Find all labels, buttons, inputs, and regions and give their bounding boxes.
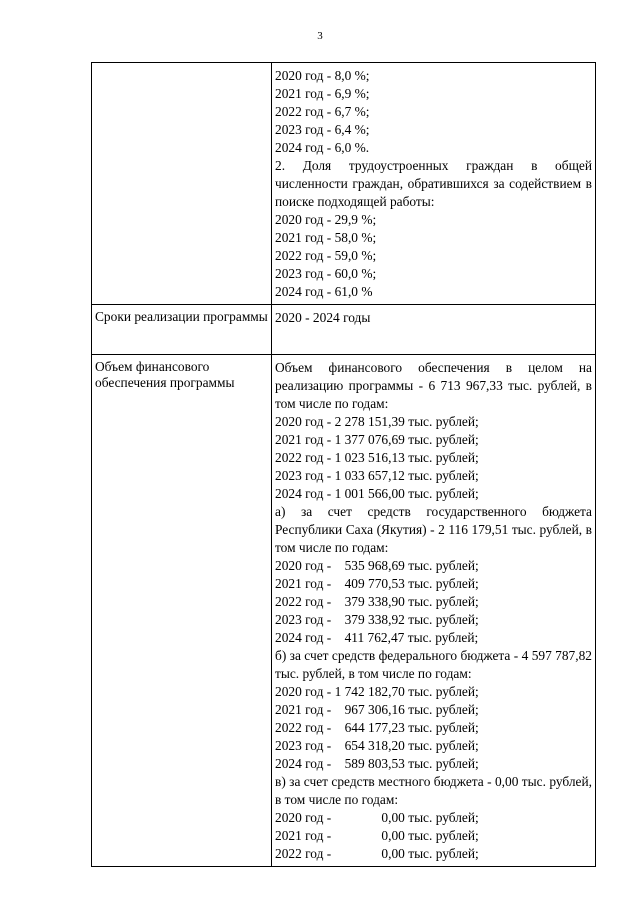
row-label xyxy=(92,63,272,305)
funding-year: 2020 год - 2 278 151,39 тыс. рублей; xyxy=(275,414,479,429)
funding-year: 2023 год - 379 338,92 тыс. рублей; xyxy=(275,612,479,627)
indicator-value: 2023 год - 6,4 %; xyxy=(275,122,370,137)
table-row-funding xyxy=(92,355,596,867)
funding-year: 2021 год - 0,00 тыс. рублей; xyxy=(275,828,479,843)
row-content xyxy=(272,355,596,867)
funding-year: 2020 год - 1 742 182,70 тыс. рублей; xyxy=(275,684,479,699)
indicator-title: 2. Доля трудоустроенных граждан в общей численности граждан, обратившихся за содействием в поиске подходящей работы: xyxy=(275,158,592,209)
funding-year: 2021 год - 1 377 076,69 тыс. рублей; xyxy=(275,432,479,447)
table-row-indicators xyxy=(92,63,596,305)
timeline-value: 2020 - 2024 годы xyxy=(275,310,371,325)
indicator-value: 2023 год - 60,0 %; xyxy=(275,266,377,281)
funding-year: 2021 год - 967 306,16 тыс. рублей; xyxy=(275,702,479,717)
funding-year: 2024 год - 1 001 566,00 тыс. рублей; xyxy=(275,486,479,501)
funding-year: 2020 год - 0,00 тыс. рублей; xyxy=(275,810,479,825)
funding-year: 2021 год - 409 770,53 тыс. рублей; xyxy=(275,576,479,591)
funding-source-local: в) за счет средств местного бюджета - 0,00 тыс. рублей, в том числе по годам: xyxy=(275,774,592,807)
indicator-value: 2021 год - 58,0 %; xyxy=(275,230,377,245)
indicator-value: 2020 год - 8,0 %; xyxy=(275,68,370,83)
indicator-value: 2021 год - 6,9 %; xyxy=(275,86,370,101)
row-label: Объем финансового обеспечения программы xyxy=(92,355,272,867)
row-content xyxy=(272,305,596,355)
indicator-value: 2022 год - 6,7 %; xyxy=(275,104,370,119)
funding-year: 2022 год - 0,00 тыс. рублей; xyxy=(275,846,479,861)
funding-year: 2023 год - 1 033 657,12 тыс. рублей; xyxy=(275,468,479,483)
funding-total: Объем финансового обеспечения в целом на реализацию программы - 6 713 967,33 тыс. рублей, в том числе по годам: xyxy=(275,360,592,411)
indicator-value: 2020 год - 29,9 %; xyxy=(275,212,377,227)
indicator-value: 2022 год - 59,0 %; xyxy=(275,248,377,263)
row-content xyxy=(272,63,596,305)
passport-table xyxy=(91,62,596,867)
indicator-value: 2024 год - 61,0 % xyxy=(275,284,373,299)
funding-year: 2023 год - 654 318,20 тыс. рублей; xyxy=(275,738,479,753)
funding-year: 2022 год - 644 177,23 тыс. рублей; xyxy=(275,720,479,735)
funding-source-regional: а) за счет средств государственного бюджета Республики Саха (Якутия) - 2 116 179,51 тыс. рублей, в том числе по годам: xyxy=(275,504,592,555)
table-row-timeline xyxy=(92,305,596,355)
funding-year: 2020 год - 535 968,69 тыс. рублей; xyxy=(275,558,479,573)
page-number: 3 xyxy=(317,30,323,42)
funding-year: 2022 год - 379 338,90 тыс. рублей; xyxy=(275,594,479,609)
row-label: Сроки реализации программы xyxy=(92,305,272,355)
indicator-value: 2024 год - 6,0 %. xyxy=(275,140,370,155)
funding-year: 2024 год - 411 762,47 тыс. рублей; xyxy=(275,630,479,645)
funding-source-federal: б) за счет средств федерального бюджета - 4 597 787,82 тыс. рублей, в том числе по годам: xyxy=(275,648,592,681)
funding-year: 2024 год - 589 803,53 тыс. рублей; xyxy=(275,756,479,771)
funding-year: 2022 год - 1 023 516,13 тыс. рублей; xyxy=(275,450,479,465)
